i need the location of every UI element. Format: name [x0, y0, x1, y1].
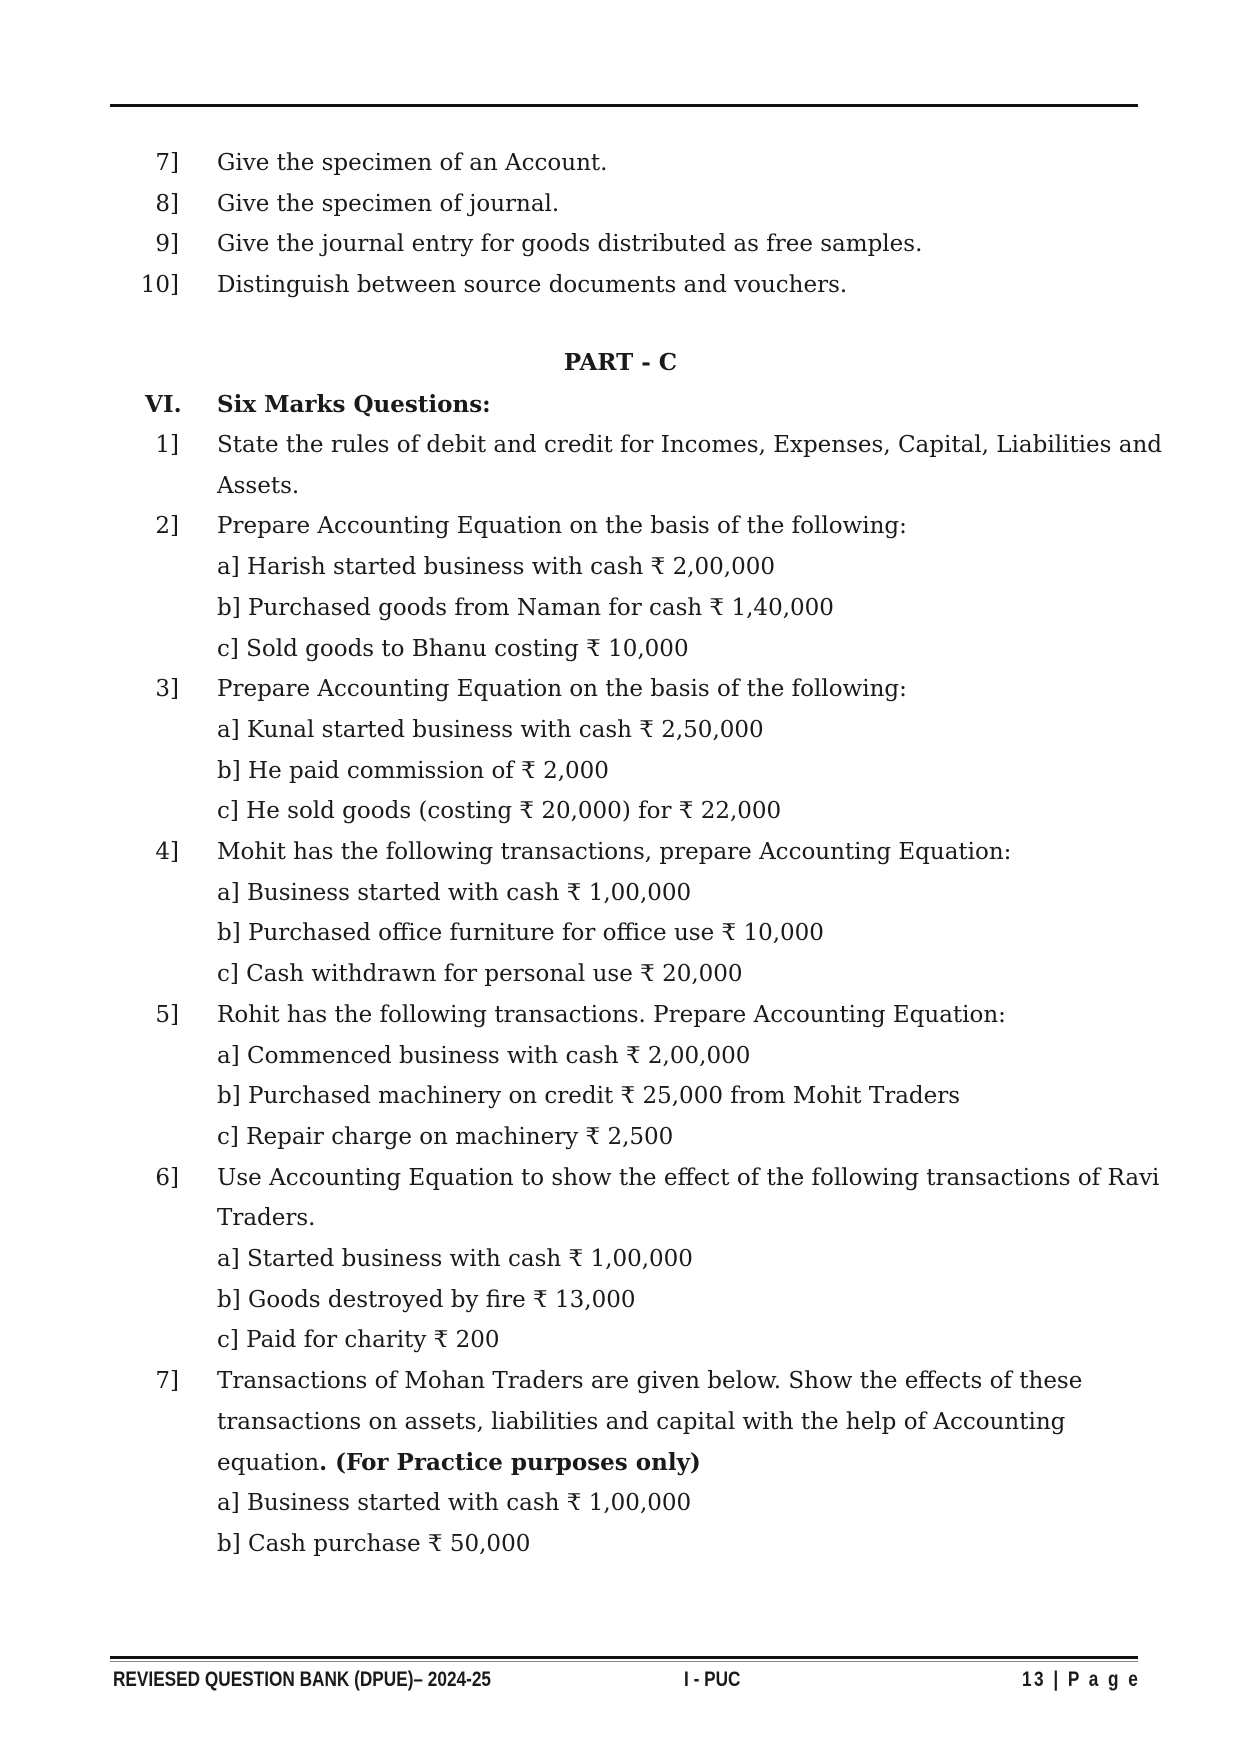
question-text: transactions on assets, liabilities and capital with the help of Accounting	[217, 1408, 1066, 1435]
question-number: 4]	[155, 839, 179, 865]
question-number: 7]	[155, 150, 179, 176]
transaction-text: a] Business started with cash ₹ 1,00,000	[217, 879, 692, 906]
part-title: PART - C	[563, 349, 678, 376]
transaction-text: b] Goods destroyed by fire ₹ 13,000	[217, 1286, 636, 1313]
transaction-text: c] Cash withdrawn for personal use ₹ 20,000	[217, 961, 743, 988]
question-number: 6]	[155, 1164, 179, 1191]
transaction-text: c] He sold goods (costing ₹ 20,000) for ₹ 22,000	[217, 798, 782, 825]
question-number: 3]	[155, 676, 179, 703]
section-roman: VI.	[145, 391, 182, 418]
question-number: 9]	[155, 231, 179, 258]
transaction-text: a] Business started with cash ₹ 1,00,000	[217, 1490, 692, 1517]
footer-rule-thin	[110, 1661, 1138, 1662]
question-text-plain: equation	[217, 1449, 320, 1476]
transaction-text: b] Purchased machinery on credit ₹ 25,000 from Mohit Traders	[217, 1083, 961, 1110]
section-title: Six Marks Questions:	[217, 391, 491, 418]
question-text: Give the specimen of journal.	[217, 190, 560, 217]
question-number: 5]	[155, 1001, 179, 1028]
footer-page-number: 13 | P a g e	[1022, 1668, 1141, 1691]
question-text: Prepare Accounting Equation on the basis of the following:	[217, 676, 907, 703]
question-text: Mohit has the following transactions, prepare Accounting Equation:	[217, 839, 1012, 865]
question-text: Rohit has the following transactions. Prepare Accounting Equation:	[217, 1001, 1006, 1028]
question-text: Traders.	[217, 1205, 316, 1232]
question-number: 1]	[155, 432, 179, 458]
footer-class: I - PUC	[684, 1668, 741, 1691]
question-number: 7]	[155, 1368, 179, 1395]
transaction-text: b] Purchased goods from Naman for cash ₹ 1,40,000	[217, 594, 834, 621]
question-number: 2]	[155, 513, 179, 540]
question-text: State the rules of debit and credit for Incomes, Expenses, Capital, Liabilities and	[217, 432, 1162, 458]
question-text: Give the specimen of an Account.	[217, 150, 608, 176]
transaction-text: b] Cash purchase ₹ 50,000	[217, 1530, 531, 1557]
practice-note: . (For Practice purposes only)	[319, 1448, 701, 1476]
transaction-text: a] Kunal started business with cash ₹ 2,50,000	[217, 716, 764, 743]
transaction-text: b] He paid commission of ₹ 2,000	[217, 757, 609, 784]
question-text: Transactions of Mohan Traders are given below. Show the effects of these	[217, 1368, 1083, 1395]
transaction-text: a] Harish started business with cash ₹ 2,00,000	[217, 554, 776, 581]
transaction-text: c] Sold goods to Bhanu costing ₹ 10,000	[217, 635, 689, 662]
footer-rule	[110, 1656, 1138, 1659]
question-text: Distinguish between source documents and vouchers.	[217, 272, 848, 299]
question-number: 10]	[140, 272, 179, 299]
question-text: Give the journal entry for goods distributed as free samples.	[217, 231, 923, 258]
question-text	[217, 1448, 701, 1478]
transaction-text: c] Paid for charity ₹ 200	[217, 1327, 500, 1354]
transaction-text: a] Started business with cash ₹ 1,00,000	[217, 1246, 693, 1272]
footer-title: REVIESED QUESTION BANK (DPUE)– 2024-25	[113, 1668, 491, 1691]
question-text: Prepare Accounting Equation on the basis of the following:	[217, 513, 907, 540]
transaction-text: a] Commenced business with cash ₹ 2,00,000	[217, 1042, 751, 1069]
question-number: 8]	[155, 190, 179, 217]
question-text: Assets.	[217, 472, 300, 499]
transaction-text: c] Repair charge on machinery ₹ 2,500	[217, 1123, 674, 1150]
question-text: Use Accounting Equation to show the effect of the following transactions of Ravi	[217, 1164, 1160, 1191]
transaction-text: b] Purchased office furniture for office use ₹ 10,000	[217, 920, 824, 947]
header-rule	[110, 104, 1138, 107]
